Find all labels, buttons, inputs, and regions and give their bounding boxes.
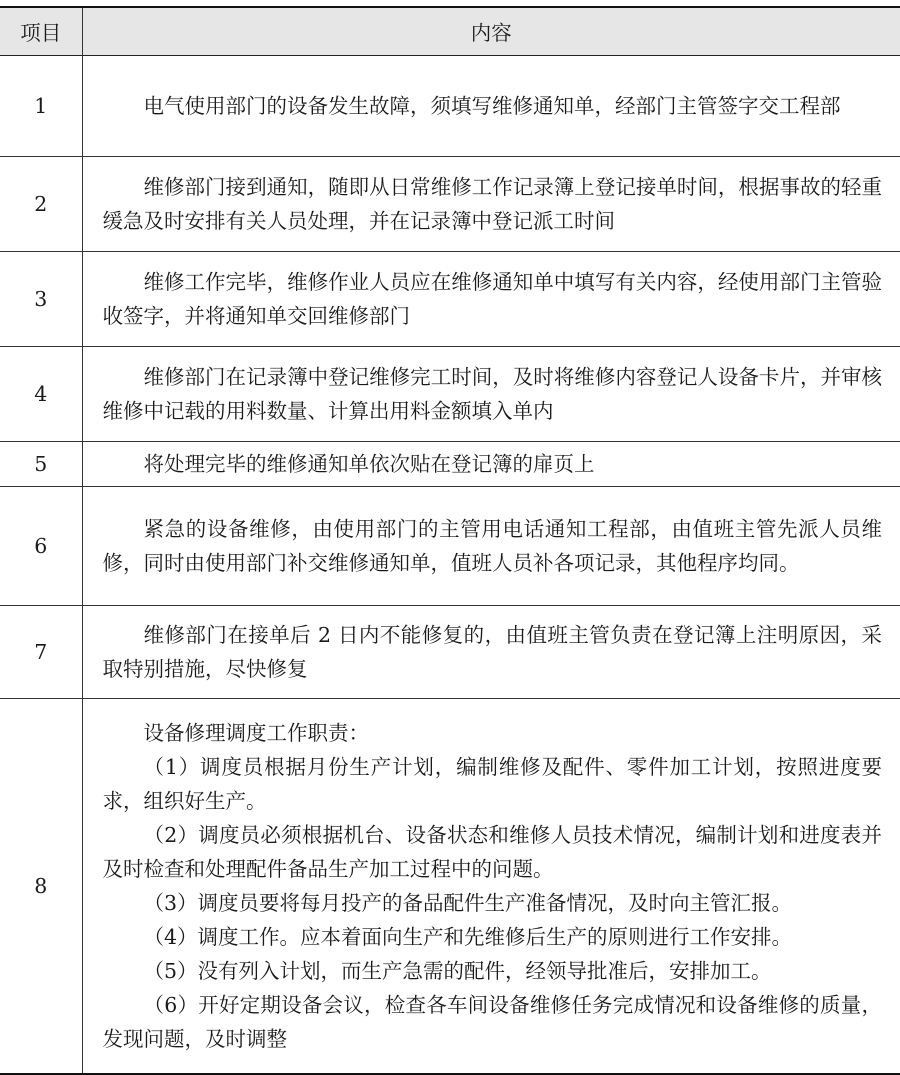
header-content: 内容 xyxy=(470,21,512,46)
procedure-table xyxy=(0,6,900,1075)
row-number: 8 xyxy=(0,698,82,1074)
row-content xyxy=(82,346,900,441)
row-number: 4 xyxy=(0,346,82,441)
row-paragraph: 设备修理调度工作职责： xyxy=(143,720,369,745)
table-row xyxy=(0,486,900,605)
row-paragraph: （1）调度员根据月份生产计划，编制维修及配件、零件加工计划，按照进度要求，组织好生产。 xyxy=(102,754,882,813)
row-paragraph: 维修部门在接单后 2 日内不能修复的，由值班主管负责在登记簿上注明原因，采取特别措施，尽快修复 xyxy=(102,622,882,681)
row-number: 5 xyxy=(0,441,82,486)
header-item: 项目 xyxy=(0,7,82,55)
row-number: 2 xyxy=(0,156,82,251)
table-header xyxy=(0,7,900,55)
row-number: 1 xyxy=(0,55,82,156)
row-paragraph: 维修部门接到通知，随即从日常维修工作记录簿上登记接单时间，根据事故的轻重缓急及时安排有关人员处理，并在记录簿中登记派工时间 xyxy=(102,174,882,233)
row-paragraph: 维修部门在记录簿中登记维修完工时间，及时将维修内容登记人设备卡片，并审核维修中记载的用料数量、计算出用料金额填入单内 xyxy=(102,364,882,423)
table-row xyxy=(0,698,900,1074)
row-content xyxy=(82,251,900,346)
row-paragraph: 维修工作完毕，维修作业人员应在维修通知单中填写有关内容，经使用部门主管验收签字，并将通知单交回维修部门 xyxy=(102,269,882,328)
table-row xyxy=(0,346,900,441)
table-row xyxy=(0,55,900,156)
row-content xyxy=(82,698,900,1074)
row-content xyxy=(82,55,900,156)
table-row xyxy=(0,251,900,346)
row-number: 6 xyxy=(0,486,82,605)
row-paragraph: 紧急的设备维修，由使用部门的主管用电话通知工程部，由值班主管先派人员维修，同时由使用部门补交维修通知单，值班人员补各项记录，其他程序均同。 xyxy=(102,516,882,575)
table-row xyxy=(0,156,900,251)
row-paragraph: 电气使用部门的设备发生故障，须填写维修通知单，经部门主管签字交工程部 xyxy=(143,93,841,118)
table-row xyxy=(0,441,900,486)
table-row xyxy=(0,605,900,698)
row-paragraph: （2）调度员必须根据机台、设备状态和维修人员技术情况，编制计划和进度表并及时检查和处理配件备品生产加工过程中的问题。 xyxy=(102,822,882,881)
row-paragraph: （6）开好定期设备会议，检查各车间设备维修任务完成情况和设备维修的质量，发现问题，及时调整 xyxy=(102,992,882,1051)
row-paragraph: （5）没有列入计划，而生产急需的配件，经领导批准后，安排加工。 xyxy=(143,958,772,983)
row-paragraph: （4）调度工作。应本着面向生产和先维修后生产的原则进行工作安排。 xyxy=(143,924,793,949)
row-content xyxy=(82,156,900,251)
row-number: 7 xyxy=(0,605,82,698)
row-content xyxy=(82,605,900,698)
row-paragraph: 将处理完毕的维修通知单依次贴在登记簿的扉页上 xyxy=(143,451,595,476)
row-content xyxy=(82,441,900,486)
row-number: 3 xyxy=(0,251,82,346)
row-content xyxy=(82,486,900,605)
row-paragraph: （3）调度员要将每月投产的备品配件生产准备情况，及时向主管汇报。 xyxy=(143,890,793,915)
